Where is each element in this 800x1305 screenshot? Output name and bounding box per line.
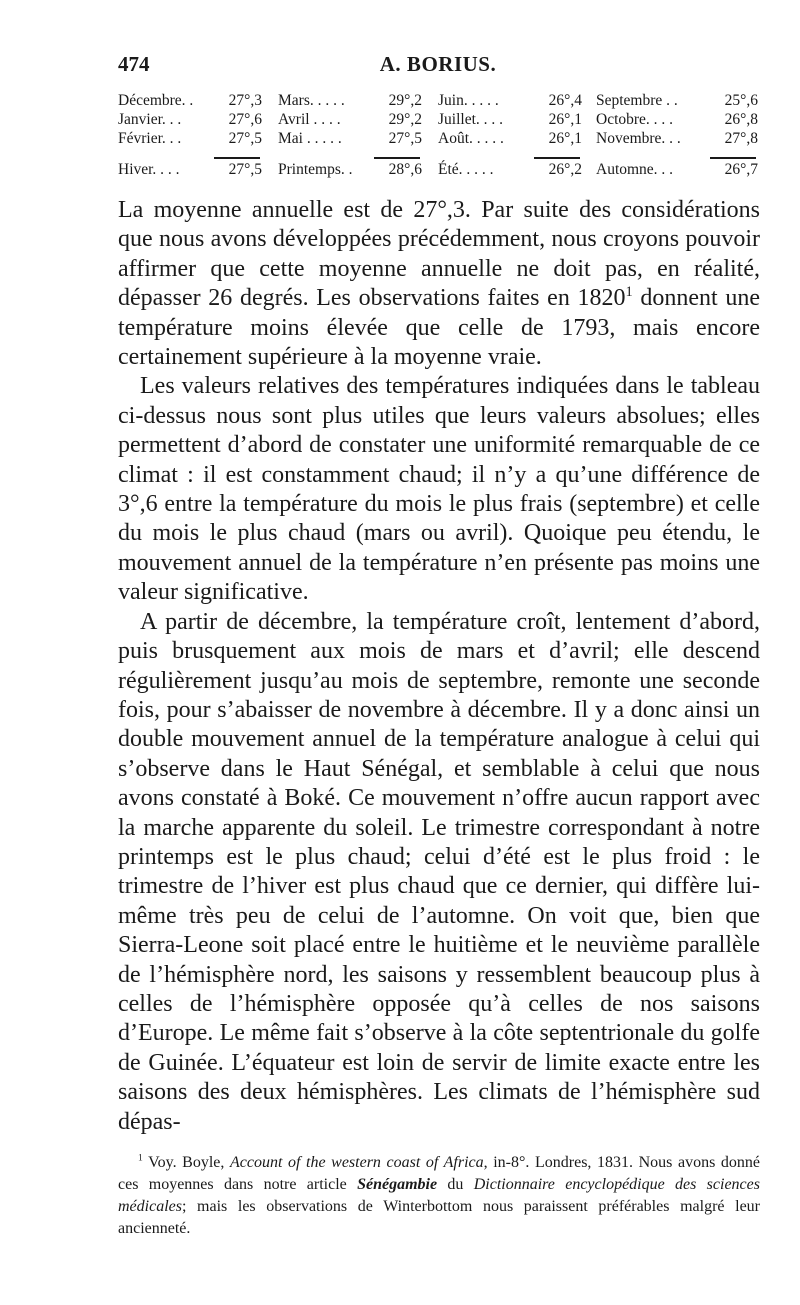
sum-rule	[214, 157, 260, 159]
paragraph-text: donnent une température moins élevée que celle de 1793, mais encore certainement supérieure à la moyenne vraie.	[118, 285, 760, 371]
footnote-segment: Voy. Boyle,	[148, 1154, 230, 1171]
month-value: 26°,1	[548, 111, 582, 128]
cited-title: Account of the western coast of Africa	[229, 1154, 484, 1171]
month-label: Janvier. . .	[118, 111, 182, 128]
sum-rule	[710, 157, 756, 159]
month-label: Octobre. . . .	[596, 111, 674, 128]
month-label: Décembre. .	[118, 92, 194, 109]
footnote-reference[interactable]: 1	[625, 284, 633, 301]
footnote-segment: ; mais les observations de Winterbottom nous paraissent préférables malgré leur ancienneté.	[118, 1198, 760, 1237]
footnote-text	[118, 1152, 760, 1240]
footnote	[118, 1152, 760, 1240]
month-value: 29°,2	[388, 111, 422, 128]
cited-title: Dictionnaire encyclopédique des sciences médicales	[118, 1176, 760, 1215]
month-label: Février. . .	[118, 130, 182, 147]
season-value: 27°,5	[228, 161, 262, 178]
season-value: 28°,6	[388, 161, 422, 178]
month-value: 27°,3	[228, 92, 262, 109]
running-head: A. BORIUS.	[379, 52, 497, 76]
month-label: Juillet. . . .	[438, 111, 504, 128]
table-row	[118, 130, 760, 149]
page-number: 474	[118, 52, 150, 76]
month-value: 27°,8	[724, 130, 758, 147]
season-label: Automne. . .	[596, 161, 674, 178]
cited-title: Sénégambie	[357, 1176, 438, 1193]
month-label: Septembre . .	[596, 92, 678, 109]
paragraph	[118, 196, 760, 372]
footnote-segment: , in-8°. Londres, 1831. Nous avons donné ces moyennes dans notre article	[118, 1154, 761, 1193]
month-label: Août. . . . .	[438, 130, 504, 147]
season-label: Été. . . . .	[438, 161, 494, 178]
month-value: 25°,6	[724, 92, 758, 109]
page-header	[118, 52, 758, 82]
paragraph: Les valeurs relatives des températures indiquées dans le tableau ci-dessus nous sont plus utiles que leurs valeurs absolues; elles permettent d’abord de constater une uniformité remarquable de ce climat : il est constamment chaud; il n’y a qu’une différence de 3°,6 entre la température du mois le plus frais (septembre) et celle du mois le plus chaud (mars ou avril). Quoique peu étendu, le mouvement annuel de la température n’en présente pas moins une valeur significative.	[118, 373, 760, 606]
month-value: 27°,5	[388, 130, 422, 147]
month-label: Avril . . . .	[278, 111, 341, 128]
table-row	[118, 111, 760, 130]
month-value: 27°,6	[228, 111, 262, 128]
month-label: Novembre. . .	[596, 130, 681, 147]
season-value: 26°,7	[724, 161, 758, 178]
month-value: 26°,1	[548, 130, 582, 147]
month-label: Mai . . . . .	[278, 130, 342, 147]
season-label: Printemps. .	[278, 161, 353, 178]
footnote-mark: 1	[138, 1152, 143, 1164]
month-label: Juin. . . . .	[438, 92, 499, 109]
month-value: 26°,8	[724, 111, 758, 128]
sum-rule	[534, 157, 580, 159]
month-value: 29°,2	[388, 92, 422, 109]
month-value: 26°,4	[548, 92, 582, 109]
footnote-segment: du	[437, 1176, 474, 1193]
temperature-table	[118, 92, 760, 180]
month-label: Mars. . . . .	[278, 92, 345, 109]
paragraph-text: La moyenne annuelle est de 27°,3. Par suite des considérations que nous avons développées précédemment, nous croyons pouvoir affirmer que cette moyenne annuelle ne doit pas, en réalité, dépasser 26 degrés. Les observations faites en 1820	[118, 197, 760, 312]
season-row	[118, 161, 760, 180]
month-value: 27°,5	[228, 130, 262, 147]
season-label: Hiver. . . .	[118, 161, 180, 178]
paragraph: A partir de décembre, la température croît, lentement d’abord, puis brusquement aux mois de mars et d’avril; elle descend régulièrement jusqu’au mois de septembre, remonte une seconde fois, pour s’abaisser de novembre à décembre. Il y a donc ainsi un double mouvement annuel de la température analogue à celui qui s’observe dans le Haut Sénégal, et semblable à celui que nous avons constaté à Boké. Ce mouvement n’offre aucun rapport avec la marche apparente du soleil. Le trimestre correspondant à notre printemps est le plus chaud; celui d’été est le plus froid : le trimestre de l’hiver est plus chaud que ce dernier, qui diffère lui-même très peu de celui de l’automne. On voit que, bien que Sierra-Leone soit placé entre le huitième et le neuvième parallèle de l’hémisphère nord, les saisons y ressemblent beaucoup plus à celles de l’hémisphère opposée qu’à celles de nos saisons d’Europe. Le même fait s’observe à la côte septentrionale du golfe de Guinée. L’équateur est loin de servir de limite exacte entre les saisons des deux hémisphères. Les climats de l’hémisphère sud dépas-	[118, 608, 760, 1135]
season-value: 26°,2	[548, 161, 582, 178]
sum-rule	[374, 157, 420, 159]
main-text	[118, 196, 760, 1137]
table-row	[118, 92, 760, 111]
